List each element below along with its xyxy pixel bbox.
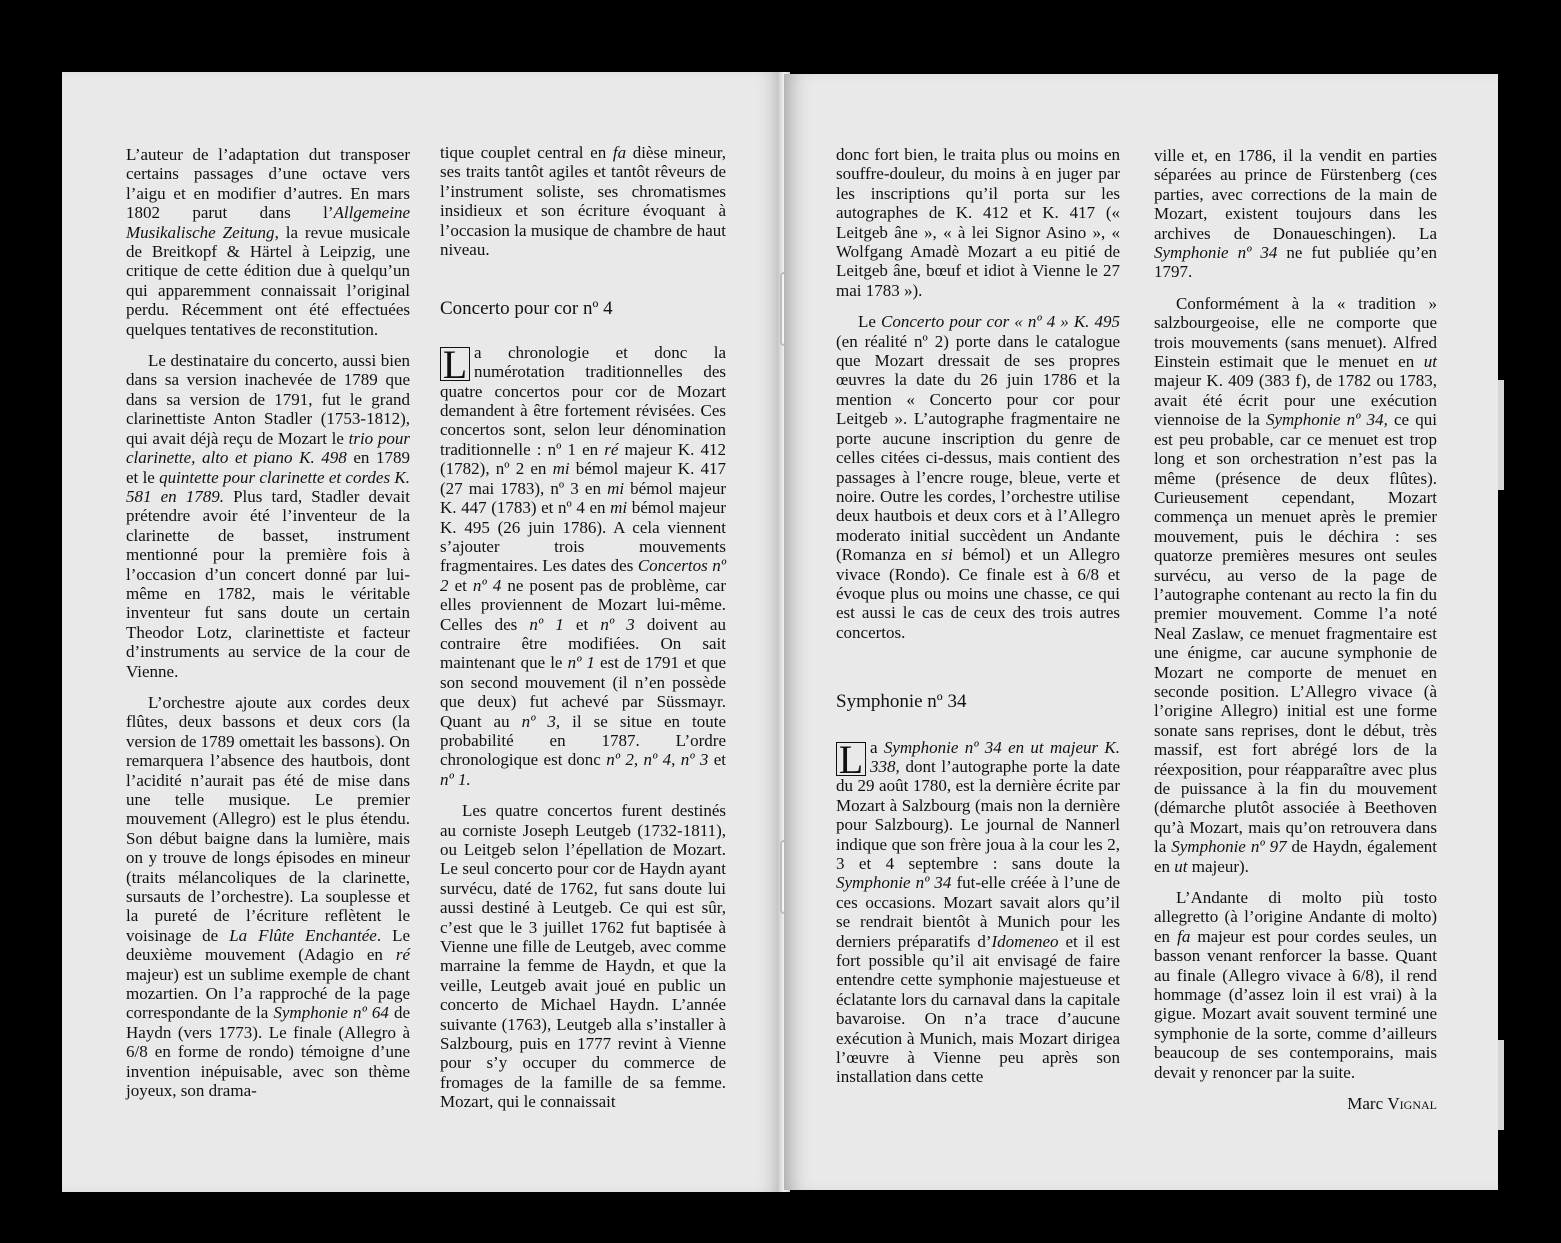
section-heading-horn-concerto: Concerto pour cor nº 4 [440, 298, 613, 320]
text: ne fut publiée qu’en 1797. [1154, 243, 1437, 282]
italic-text: ut [1423, 352, 1437, 372]
text: doivent au contraire être modifiées. On sait maintenant que le [440, 614, 726, 673]
italic-text: nº 1 [529, 614, 564, 634]
text: a [870, 737, 884, 757]
drop-cap: L [836, 742, 866, 776]
text: et il est fort possible qu’il ait envisagé de faire entendre cette symphonie majestueuse et éclatante lors du carnaval dans la capitale bavaroise. On n’a trace d’aucune exécution à Munich, mais Mozart dirigea l’œuvre à Vienne peu après son installation dans cette [836, 931, 1120, 1087]
text: et [448, 575, 473, 595]
italic-text: Symphonie nº 34, [1265, 410, 1388, 430]
text: , la revue musicale de Breitkopf & Härtel à Leipzig, une critique de cette édition due à quelqu’un qui apparemment connaissait l’original perdu. Récemment ont été effectuées quelques tentatives de reconstitution. [126, 222, 410, 339]
paragraph [1154, 294, 1437, 876]
italic-text: mi [610, 498, 628, 518]
italic-text: Symphonie nº 34 en ut majeur K. 338, [870, 737, 1120, 776]
text: majeur). [1187, 856, 1249, 876]
text: Les quatre concertos furent destinés au corniste Joseph Leutgeb (1732-1811), ou Leitgeb selon l’épellation de Mozart. Le seul concerto pour cor de Haydn ayant survécu, daté de 1762, fut sans doute lui aussi destiné à Leutgeb. Ce qui est sûr, c’est que le 3 juillet 1762 fut baptisée à Vienne une fille de Leutgeb, avec comme marraine la femme de Haydn, et que la veille, Leutgeb avait joué en public un concerto de Michael Haydn. L’année suivante (1763), Leutgeb alla s’installer à Salzbourg, puis en 1777 revint à Vienne pour s’y occuper du commerce de fromages de la famille de sa femme. Mozart, qui le connaissait [440, 801, 726, 1112]
italic-text: nº 1 [567, 653, 595, 673]
text: L’orchestre ajoute aux cordes deux flûtes, deux bassons et deux cors (la version de 1789 omettait les bassons). On remarquera l’absence des hautbois, dont l’acidité n’aurait pas été de mise dans une telle musique. Le premier mouvement (Allegro) est le plus étendu. Son début baigne dans la lumière, mais on y trouve de longs épisodes en mineur (traits mélancoliques de la clarinette, sursauts de l’orchestre). La souplesse et la pureté de l’écriture reflètent le voisinage de [126, 692, 410, 945]
text: (en réalité nº 2) porte dans le catalogue que Mozart dressait de ses propres œuvres la date du 26 juin 1786 et la mention « Concerto pour cor pour Leitgeb ». L’autographe fragmentaire ne porte aucune inscription du genre de celles citées ci-dessus, mais contient des passages à l’encre rouge, bleue, verte et noire. Outre les cordes, l’orchestre utilise deux hautbois et deux cors et à l’Allegro moderato initial succèdent un Andante (Romanza en [836, 331, 1120, 565]
paragraph [1154, 888, 1437, 1082]
text: fut-elle créée à l’une de ces occasions. Mozart savait alors qu’il se rendrait bientôt à Munich pour les derniers préparatifs d’ [836, 873, 1120, 951]
drop-cap: L [440, 347, 470, 381]
italic-text: La Flûte Enchantée [229, 925, 377, 945]
text: majeur K. 409 (383 f), de 1782 ou 1783, avait été écrit pour une exécution viennoise de la [1154, 371, 1437, 430]
right-column-1 [836, 145, 1120, 1099]
text: ce qui est peu probable, car ce menuet est trop long et son orchestration n’est pas la même (présence de deux flûtes). Curieusement cependant, Mozart commença un menuet après le premier mouvement, puis le déchira : ses quatorze premières mesures ont seules survécu, au verso de la page de l’autographe contenant au recto la fin du premier mouvement. Comme l’a noté Neal Zaslaw, ce menuet fragmentaire est une énigme, car aucune symphonie de Mozart ne comporte de menuet en seconde position. L’Allegro vivace (à l’origine Allegro) initial est une forme sonate sans reprises, dont le début, très massif, est fort abrégé lors de la réexposition, pour réapparaître avec plus de puissance à la fin du mouvement (démarche plutôt associée à Beethoven qu’à Mozart, mais qu’on retrouvera dans la [1154, 410, 1437, 857]
italic-text: Symphonie nº 64 [273, 1003, 389, 1023]
italic-text: Symphonie nº 97 [1171, 837, 1287, 857]
paragraph [440, 801, 726, 1112]
italic-text: Allgemeine Musikalische Zeitung [126, 203, 410, 242]
italic-text: nº 3 [600, 614, 635, 634]
italic-text: trio pour clarinette, alto et piano K. 498 [126, 428, 410, 468]
text: L’auteur de l’adaptation dut transposer certains passages d’une octave vers l’aigu et en modifier d’autres. En mars 1802 parut dans l’ [126, 145, 410, 223]
text: bémol majeur K. 417 (27 mai 1783), nº 3 en [440, 459, 727, 498]
text: Le destinataire du concerto, aussi bien dans sa version inachevée de 1789 que dans sa version de 1791, fut le grand clarinettiste Anton Stadler (1753-1812), qui avait déjà reçu de Mozart le [126, 351, 410, 448]
text: et [563, 614, 601, 634]
italic-text: nº 2, nº 4, nº 3 [606, 750, 709, 770]
text: a chronologie et donc la numérotation traditionnelles des quatre concertos pour cor de Mozart demandent à être fortement révisées. Ces concertos sont, selon leur dénomination traditionnelle : nº 1 en [440, 342, 726, 459]
paragraph [836, 738, 1120, 1087]
text: Le [858, 312, 882, 332]
text: en 1789 et le [126, 448, 411, 487]
italic-text: fa [1177, 926, 1191, 946]
italic-text: nº 4 [472, 575, 502, 595]
text: bémol majeur K. 447 (1783) et nº 4 en [440, 478, 726, 518]
italic-text: Concertos nº 2 [440, 556, 726, 595]
author-first-name: Marc [1347, 1094, 1384, 1114]
text: ne posent pas de problème, car elles proviennent de Mozart lui-même. Celles des [440, 575, 726, 634]
text: de Haydn, également en [1154, 837, 1437, 876]
right-page [784, 74, 1498, 1190]
text: majeur est pour cordes seules, un basson venant renforcer la basse. Quant au finale (Allegro vivace à 6/8), il rend hommage (d’assez loin il est vrai) à la gigue. Mozart avait souvent terminé une symphonie de la sorte, comme d’ailleurs beaucoup de ses contemporains, mais devait y renoncer par la suite. [1154, 926, 1437, 1082]
paragraph [440, 343, 726, 789]
italic-text: Symphonie nº 34 [1154, 243, 1278, 263]
italic-text: mi [607, 478, 625, 498]
text: Conformément à la « tradition » salzbourgeoise, elle ne comporte que trois mouvements (sans menuet). Alfred Einstein estimait que le menuet en [1154, 293, 1437, 372]
italic-text: ut [1174, 856, 1188, 876]
text: bémol) et un Allegro vivace (Rondo). Ce finale est à 6/8 et évoque plus ou moins une chasse, ce qui est aussi le cas de ceux des trois autres concertos. [836, 545, 1121, 642]
italic-text: mi [552, 459, 570, 479]
page-edge-tab [1498, 380, 1504, 490]
paragraph [836, 145, 1120, 300]
paragraph [1154, 146, 1437, 282]
italic-text: ré [604, 439, 619, 459]
left-page [62, 72, 784, 1192]
italic-text: Concerto pour cor « nº 4 » K. 495 [881, 312, 1121, 332]
section-heading-symphony-34: Symphonie nº 34 [836, 691, 967, 713]
text: donc fort bien, le traita plus ou moins en souffre-douleur, du moins à en juger par les inscriptions qu’il porta sur les autographes de K. 412 et K. 417 (« Leitgeb âne », « à lei Signor Asino », « Wolfgang Amadè Mozart a eu pitié de Leitgeb âne, bœuf et idiot à Vienne le 27 mai 1783 »). [836, 145, 1120, 300]
paragraph [836, 312, 1120, 642]
italic-text: si [941, 545, 953, 565]
author-signature [1154, 1094, 1437, 1113]
text: ville et, en 1786, il la vendit en parties séparées au prince de Fürstenberg (ces parties, avec corrections de la main de Mozart, existent toujours dans les archives de Donaueschingen). La [1154, 146, 1437, 243]
text: Plus tard, Stadler devait prétendre avoir été l’inventeur de la clarinette de basset, instrument mentionné pour la première fois à l’occasion d’un concert donné par lui-même en 1782, mais le véritable inventeur fut sans doute un certain Theodor Lotz, clarinettiste et facteur d’instruments au service de la cour de Vienne. [126, 486, 411, 681]
text: bémol majeur K. 495 (26 juin 1786). A cela viennent s’ajouter trois mouvements fragmentaires. Les dates des [440, 498, 726, 576]
text: dièse mineur, ses traits tantôt agiles et tantôt rêveurs de l’instrument soliste, ses chromatismes insidieux et son écriture évoquant à l’occasion la musique de chambre de haut niveau. [440, 143, 726, 260]
paragraph [440, 143, 726, 259]
author-last-name: Vignal [1387, 1094, 1437, 1114]
italic-text: Idomeneo [991, 931, 1059, 951]
text: tique couplet central en [440, 143, 613, 162]
paragraph [126, 351, 410, 681]
page-edge-tab [1498, 1040, 1504, 1130]
text: est de 1791 et que son second mouvement (il n’en possède que deux) fut achevé par Süssmayr. Quant au [440, 653, 726, 731]
right-column-2 [1154, 146, 1437, 1114]
text: majeur) est un sublime exemple de chant mozartien. On l’a rapproché de la page correspondante de la [126, 964, 410, 1023]
text: dont l’autographe porte la date du 29 août 1780, est la dernière écrite par Mozart à Salzbourg (mais non la dernière pour Salzbourg). Le journal de Nannerl indique que son frère joua à la cour les 2, 3 et 4 septembre : sans doute la [836, 756, 1120, 873]
text: majeur K. 412 (1782), nº 2 en [440, 439, 726, 479]
left-column-2 [440, 143, 726, 1124]
italic-text: fa [612, 143, 627, 162]
italic-text: nº 1. [440, 769, 471, 789]
text: L’Andante di molto più tosto allegretto (à l’origine Andante di molto) en [1154, 888, 1437, 946]
italic-text: ré [395, 945, 410, 965]
italic-text: nº 3, [521, 711, 561, 731]
paragraph [126, 145, 410, 339]
italic-text: quintette pour clarinette et cordes K. 581 en 1789. [126, 467, 410, 506]
left-column-1 [126, 145, 410, 1113]
text: de Haydn (vers 1773). Le finale (Allegro à 6/8 en forme de rondo) témoigne d’une invention inépuisable, avec son thème joyeux, son drama- [126, 1003, 410, 1101]
paragraph [126, 693, 410, 1101]
italic-text: Symphonie nº 34 [836, 873, 952, 893]
text: . Le deuxième mouvement (Adagio en [126, 925, 410, 965]
text: et [708, 750, 726, 770]
text: il se situe en toute probabilité en 1787. L’ordre chronologique est donc [440, 711, 726, 770]
